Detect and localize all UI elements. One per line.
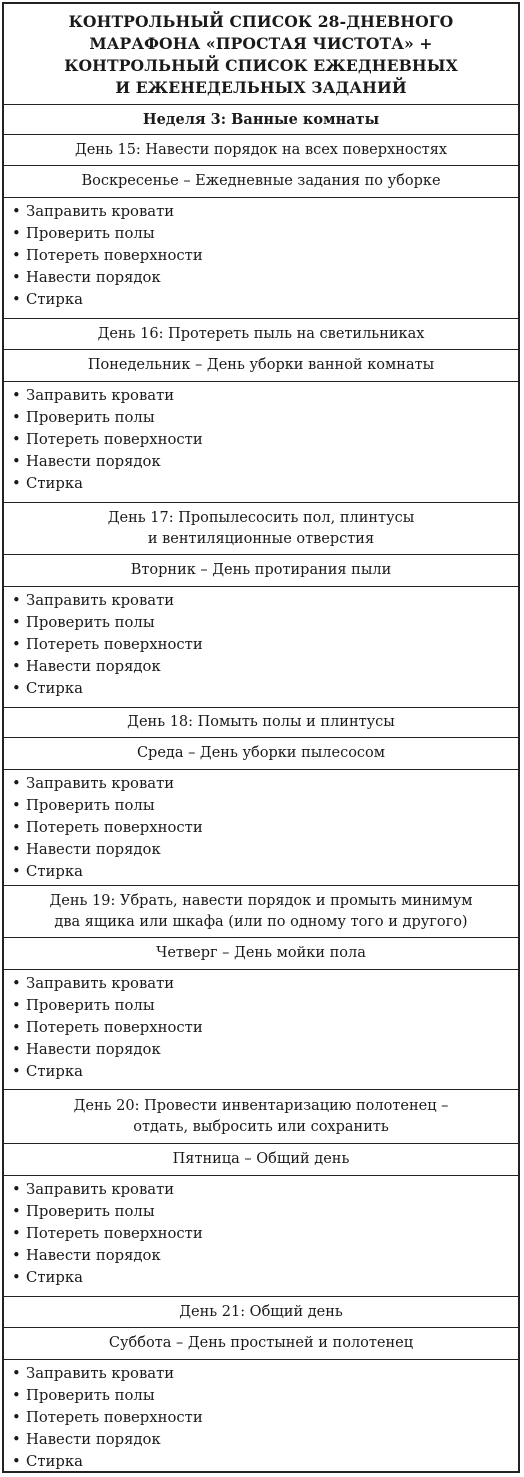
task-label: Навести порядок (26, 1431, 161, 1448)
bullet-icon: • (12, 247, 21, 264)
day-heading (4, 502, 518, 554)
task-label: Потереть поверхности (26, 1225, 203, 1242)
bullet-icon: • (12, 1041, 21, 1058)
task-item (12, 407, 518, 429)
task-item (12, 590, 518, 612)
task-item (12, 289, 518, 311)
bullet-icon: • (12, 680, 21, 697)
bullet-icon: • (12, 1019, 21, 1036)
task-label: Проверить полы (26, 614, 155, 631)
task-item (12, 795, 518, 817)
bullet-icon: • (12, 975, 21, 992)
task-label: Потереть поверхности (26, 636, 203, 653)
task-label: Заправить кровати (26, 1181, 175, 1198)
task-item (12, 1179, 518, 1201)
day-heading-line: День 18: Помыть полы и плинтусы (127, 714, 395, 730)
day-heading-line: День 21: Общий день (179, 1303, 343, 1320)
task-label: Заправить кровати (26, 775, 175, 792)
task-list (4, 197, 518, 318)
title-line: МАРАФОНА «ПРОСТАЯ ЧИСТОТА» + (89, 34, 433, 53)
task-label: Стирка (26, 475, 83, 492)
day-heading-line: День 16: Протереть пыль на светильниках (97, 325, 425, 342)
task-item (12, 773, 518, 795)
task-item (12, 612, 518, 634)
task-item (12, 1363, 518, 1385)
task-list (4, 769, 518, 885)
task-label: Заправить кровати (26, 975, 175, 992)
bullet-icon: • (12, 658, 21, 675)
weekday-heading: Суббота – День простыней и полотенец (4, 1327, 518, 1359)
task-item (12, 861, 518, 883)
bullet-icon: • (12, 775, 21, 792)
week-heading: Неделя 3: Ванные комнаты (4, 104, 518, 134)
task-label: Стирка (26, 863, 83, 880)
day-heading (4, 1296, 518, 1327)
task-label: Проверить полы (26, 797, 155, 814)
bullet-icon: • (12, 475, 21, 492)
task-item (12, 1201, 518, 1223)
task-item (12, 1061, 518, 1083)
day-heading-line: и вентиляционные отверстия (147, 530, 375, 547)
checklist-title (4, 4, 518, 104)
weekday-heading: Вторник – День протирания пыли (4, 554, 518, 586)
task-item (12, 1407, 518, 1429)
bullet-icon: • (12, 453, 21, 470)
task-item (12, 656, 518, 678)
day-heading (4, 1089, 518, 1143)
day-heading-line: День 17: Пропылесосить пол, плинтусы (107, 509, 415, 526)
bullet-icon: • (12, 1063, 21, 1080)
task-label: Заправить кровати (26, 387, 175, 404)
task-label: Потереть поверхности (26, 819, 203, 836)
day-heading-line: два ящика или шкафа (или по одному того и другого) (54, 913, 468, 930)
bullet-icon: • (12, 636, 21, 653)
bullet-icon: • (12, 592, 21, 609)
bullet-icon: • (12, 997, 21, 1014)
task-list (4, 381, 518, 502)
task-label: Навести порядок (26, 658, 161, 675)
task-list (4, 1359, 518, 1475)
task-list (4, 586, 518, 707)
bullet-icon: • (12, 1269, 21, 1286)
task-item (12, 973, 518, 995)
task-item (12, 429, 518, 451)
task-label: Навести порядок (26, 269, 161, 286)
day-heading (4, 885, 518, 937)
task-label: Потереть поверхности (26, 431, 203, 448)
task-label: Проверить полы (26, 997, 155, 1014)
weekday-heading: Понедельник – День уборки ванной комнаты (4, 349, 518, 381)
task-item (12, 634, 518, 656)
task-label: Заправить кровати (26, 592, 175, 609)
bullet-icon: • (12, 225, 21, 242)
bullet-icon: • (12, 1453, 21, 1470)
task-item (12, 1429, 518, 1451)
task-item (12, 678, 518, 700)
task-label: Навести порядок (26, 1247, 161, 1264)
task-label: Потереть поверхности (26, 1409, 203, 1426)
task-label: Стирка (26, 1453, 83, 1470)
task-item (12, 1017, 518, 1039)
task-label: Стирка (26, 1063, 83, 1080)
day-heading (4, 134, 518, 165)
task-label: Проверить полы (26, 225, 155, 242)
task-item (12, 223, 518, 245)
task-item (12, 1039, 518, 1061)
bullet-icon: • (12, 291, 21, 308)
day-heading-line: День 19: Убрать, навести порядок и промыть минимум (49, 892, 473, 909)
bullet-icon: • (12, 797, 21, 814)
task-item (12, 473, 518, 495)
task-label: Навести порядок (26, 453, 161, 470)
day-heading-line: День 20: Провести инвентаризацию полотенец – (73, 1097, 449, 1114)
bullet-icon: • (12, 203, 21, 220)
bullet-icon: • (12, 819, 21, 836)
bullet-icon: • (12, 614, 21, 631)
task-item (12, 1451, 518, 1473)
task-item (12, 995, 518, 1017)
bullet-icon: • (12, 1409, 21, 1426)
weekday-heading: Воскресенье – Ежедневные задания по уборке (4, 165, 518, 197)
day-heading-line: День 15: Навести порядок на всех поверхностях (74, 141, 448, 158)
task-item (12, 201, 518, 223)
task-label: Проверить полы (26, 1387, 155, 1404)
task-label: Проверить полы (26, 409, 155, 426)
bullet-icon: • (12, 387, 21, 404)
task-label: Заправить кровати (26, 203, 175, 220)
task-item (12, 385, 518, 407)
task-list (4, 969, 518, 1089)
task-item (12, 1385, 518, 1407)
title-line: И ЕЖЕНЕДЕЛЬНЫХ ЗАДАНИЙ (115, 78, 407, 97)
task-item (12, 1245, 518, 1267)
bullet-icon: • (12, 1431, 21, 1448)
bullet-icon: • (12, 1365, 21, 1382)
task-label: Навести порядок (26, 1041, 161, 1058)
task-label: Потереть поверхности (26, 1019, 203, 1036)
title-line: КОНТРОЛЬНЫЙ СПИСОК 28-ДНЕВНОГО (68, 12, 454, 31)
task-label: Навести порядок (26, 841, 161, 858)
bullet-icon: • (12, 1181, 21, 1198)
task-label: Стирка (26, 1269, 83, 1286)
task-item (12, 839, 518, 861)
bullet-icon: • (12, 1387, 21, 1404)
day-heading-line: отдать, выбросить или сохранить (133, 1118, 389, 1135)
day-heading (4, 707, 518, 737)
bullet-icon: • (12, 1225, 21, 1242)
task-item (12, 245, 518, 267)
weekday-heading: Пятница – Общий день (4, 1143, 518, 1175)
bullet-icon: • (12, 409, 21, 426)
weekday-heading: Среда – День уборки пылесосом (4, 737, 518, 769)
task-label: Стирка (26, 291, 83, 308)
task-label: Заправить кровати (26, 1365, 175, 1382)
checklist-table (2, 2, 520, 1473)
bullet-icon: • (12, 863, 21, 880)
bullet-icon: • (12, 431, 21, 448)
bullet-icon: • (12, 841, 21, 858)
task-item (12, 1223, 518, 1245)
bullet-icon: • (12, 1247, 21, 1264)
day-heading (4, 318, 518, 349)
task-item (12, 1267, 518, 1289)
task-list (4, 1175, 518, 1296)
bullet-icon: • (12, 1203, 21, 1220)
task-item (12, 451, 518, 473)
weekday-heading: Четверг – День мойки пола (4, 937, 518, 969)
bullet-icon: • (12, 269, 21, 286)
task-item (12, 817, 518, 839)
task-label: Проверить полы (26, 1203, 155, 1220)
task-label: Стирка (26, 680, 83, 697)
task-label: Потереть поверхности (26, 247, 203, 264)
task-item (12, 267, 518, 289)
title-line: КОНТРОЛЬНЫЙ СПИСОК ЕЖЕДНЕВНЫХ (64, 56, 458, 75)
